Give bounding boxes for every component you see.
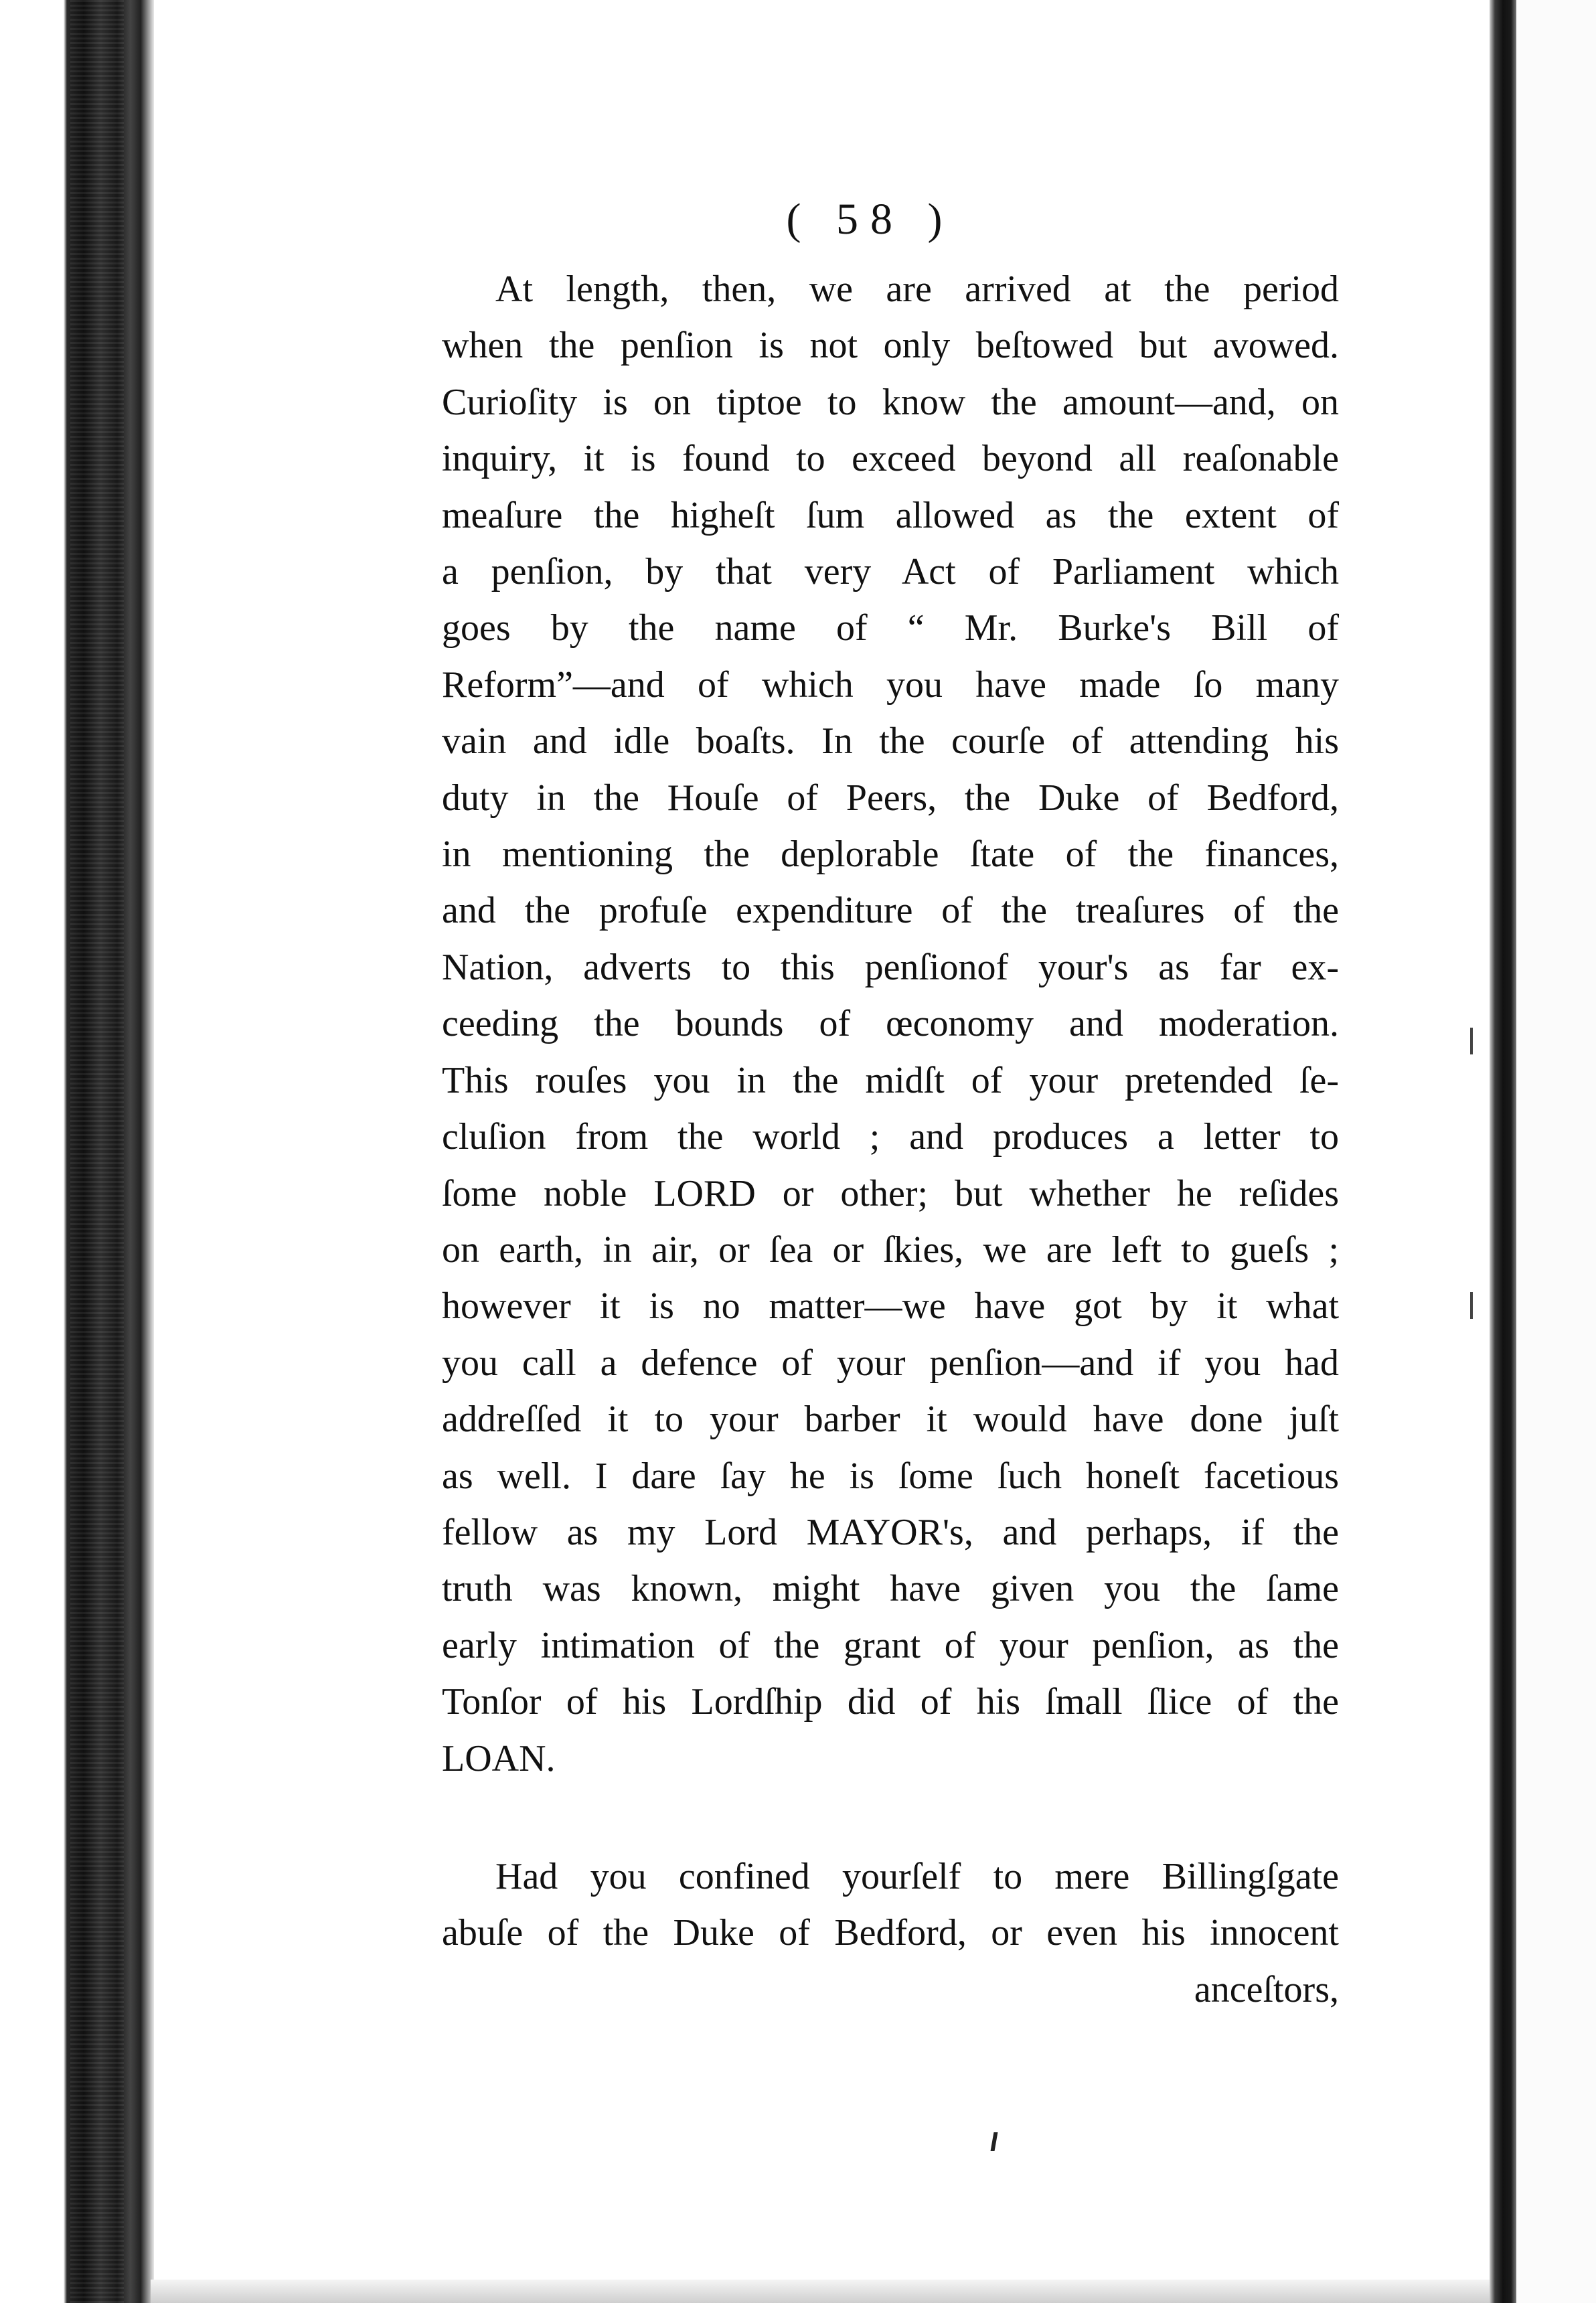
- adjacent-page-edge: [1516, 0, 1596, 2303]
- text-line: abuſe of the Duke of Bedford, or even his innocent: [442, 1912, 1339, 1954]
- text-line: goes by the name of “ Mr. Burke's Bill of: [442, 607, 1339, 649]
- text-line: LOAN.: [442, 1737, 556, 1779]
- text-line: Had you confined yourſelf to mere Billingſgate: [495, 1855, 1339, 1897]
- text-line: cluſion from the world ; and produces a letter to: [442, 1116, 1339, 1158]
- text-line: At length, then, we are arrived at the period: [495, 268, 1339, 310]
- paragraph-1: [442, 261, 1339, 1787]
- text-line: and the profuſe expenditure of the treaſures of the: [442, 890, 1339, 932]
- text-line: duty in the Houſe of Peers, the Duke of Bedford,: [442, 777, 1339, 819]
- text-line: vain and idle boaſts. In the courſe of attending his: [442, 720, 1339, 763]
- text-line: truth was known, might have given you the ſame: [442, 1568, 1339, 1610]
- catchword: anceſtors,: [1194, 1968, 1339, 2010]
- text-line: as well. I dare ſay he is ſome ſuch honeſt facetious: [442, 1455, 1339, 1497]
- text-line: Reform”—and of which you have made ſo many: [442, 663, 1339, 706]
- text-line: you call a defence of your penſion—and if you had: [442, 1342, 1339, 1384]
- margin-mark: [1470, 1028, 1473, 1054]
- text-line: ſome noble LORD or other; but whether he reſides: [442, 1172, 1339, 1214]
- text-line: when the penſion is not only beſtowed but avowed.: [442, 325, 1339, 367]
- text-line: however it is no matter—we have got by it what: [442, 1285, 1339, 1328]
- text-line: early intimation of the grant of your penſion, as the: [442, 1624, 1339, 1666]
- text-line: Curioſity is on tiptoe to know the amount—and, on: [442, 381, 1339, 423]
- page-body: [442, 261, 1339, 2018]
- text-line: fellow as my Lord MAYOR's, and perhaps, if the: [442, 1511, 1339, 1553]
- text-line: meaſure the higheſt ſum allowed as the extent of: [442, 494, 1339, 536]
- text-line: Nation, adverts to this penſionof your's as far ex-: [442, 946, 1339, 988]
- text-line: addreſſed it to your barber it would have done juſt: [442, 1399, 1339, 1441]
- text-line: inquiry, it is found to exceed beyond all reaſonable: [442, 438, 1339, 480]
- page-bottom-edge: [151, 2280, 1490, 2303]
- book-gutter-right: [1490, 0, 1516, 2303]
- margin-mark: [1470, 1292, 1473, 1319]
- text-line: This rouſes you in the midſt of your pretended ſe-: [442, 1059, 1339, 1101]
- text-line: ceeding the bounds of œconomy and moderation.: [442, 1003, 1339, 1045]
- text-line: Tonſor of his Lordſhip did of his ſmall ſlice of the: [442, 1681, 1339, 1723]
- text-line: in mentioning the deplorable ſtate of the finances,: [442, 833, 1339, 876]
- printer-mark: [991, 2132, 998, 2151]
- paragraph-2: [442, 1848, 1339, 1962]
- page-number: ( 58 ): [786, 195, 955, 244]
- text-line: on earth, in air, or ſea or ſkies, we are left to gueſs ;: [442, 1228, 1339, 1271]
- text-line: a penſion, by that very Act of Parliament which: [442, 551, 1339, 593]
- book-gutter-left: [0, 0, 154, 2303]
